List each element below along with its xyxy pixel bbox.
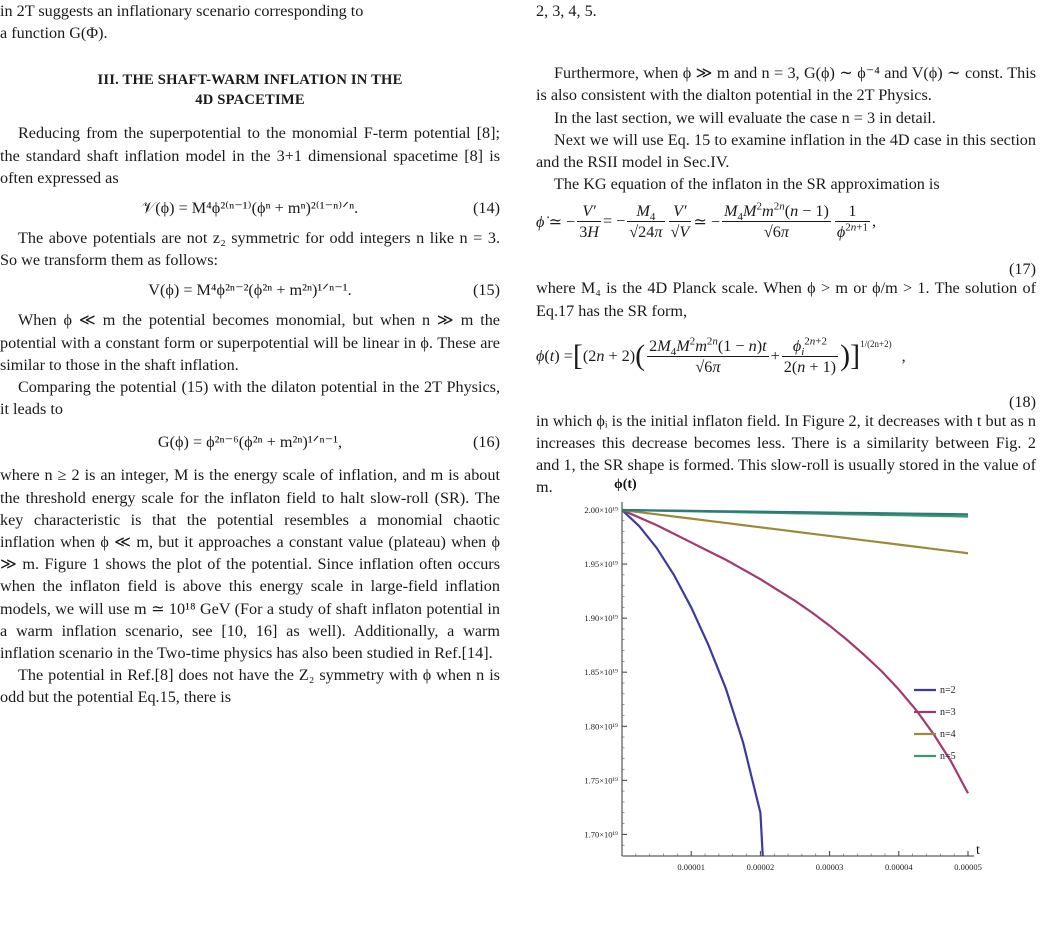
y-tick-label: 1.80×10¹⁹	[584, 721, 618, 732]
paragraph-5: where n ≥ 2 is an integer, M is the energy scale of inflation, and m is about the threshold energy scale for the inflaton field to halt slow-roll (SR). The key characteristic is that the potential resembles a monomial chaotic inflation when ϕ ≪ m, but it approaches a constant value (plateau) when ϕ ≫ m. Figure 1 shows the plot of the potential. Since inflation often occurs when the inflaton field is above this energy scale in large-field inflation models, we will use m ≃ 10¹⁸ GeV (For a study of shaft inflaton potential in a warm inflation scenario, see [10, 16] as well). Additionally, a warm inflation scenario in the Two-time physics has also been studied in Ref.[14].	[0, 466, 500, 663]
y-tick-label: 1.75×10¹⁹	[584, 775, 618, 786]
legend-label: n=3	[940, 707, 956, 718]
section-heading-line-1: III. THE SHAFT-WARM INFLATION IN THE	[97, 72, 403, 89]
legend-label: n=5	[940, 751, 956, 762]
equation-17-number: (17)	[1009, 260, 1036, 279]
equation-16	[0, 420, 500, 464]
x-tick-label: 0.00005	[954, 862, 982, 872]
right-paragraph-2: In the last section, we will evaluate the case n = 3 in detail.	[554, 108, 936, 127]
x-tick-label: 0.00001	[677, 862, 706, 872]
chart-axes	[584, 477, 982, 872]
y-tick-label: 1.95×10¹⁹	[584, 559, 618, 570]
right-paragraph-5: where M₄ is the 4D Planck scale. When ϕ > m or ϕ/m > 1. The solution of Eq.17 has the SR form,	[536, 279, 1036, 320]
section-heading	[0, 70, 500, 110]
equation-15-number: (15)	[473, 281, 500, 300]
intro-line-2: a function G(Φ).	[0, 24, 108, 43]
equation-14	[0, 189, 500, 227]
paragraph-4: Comparing the potential (15) with the dilaton potential in the 2T Physics, it leads to	[0, 378, 500, 419]
x-axis-label: t	[976, 843, 980, 858]
x-tick-label: 0.00004	[884, 862, 913, 872]
series-line-n=2	[622, 510, 764, 876]
chart-legend	[914, 685, 956, 762]
x-tick-label: 0.00003	[815, 862, 844, 872]
equation-18	[536, 322, 1036, 411]
right-paragraph-6: in which ϕᵢ is the initial inflaton field. In Figure 2, it decreases with t but as n increases this decrease becomes less. There is a similarity between Fig. 2 and 1, the SR shape is formed. This slow-roll is usually stored in the value of m.	[536, 411, 1036, 497]
paragraph-1: Reducing from the superpotential to the monomial F-term potential [8]; the standard shaft inflation model in the 3+1 dimensional spacetime [8] is often expressed as	[0, 124, 500, 187]
equation-17-body: ϕ̇ ≃ − $\frac{V'}{3H}$ = − $\frac{M_4}{√24\pi}$ $\frac{V'}{√V}$ ≃ − $\frac{M_4M^2m^{2n}(n - 1)}{√6\pi}$ $\frac{1}{\phi^{2n+1}}$ ,	[536, 201, 877, 242]
equation-16-number: (16)	[473, 433, 500, 452]
x-tick-label: 0.00002	[746, 862, 775, 872]
paragraph-6: The potential in Ref.[8] does not have the Z₂ symmetry with ϕ when n is odd but the potential Eq.15, there is	[0, 666, 500, 707]
equation-14-number: (14)	[473, 199, 500, 218]
equation-14-body: 𝒱(ϕ) = M⁴ϕ²⁽ⁿ⁻¹⁾(ϕⁿ + mⁿ)²⁽¹⁻ⁿ⁾ᐟⁿ.	[141, 199, 359, 218]
right-paragraph-4: The KG equation of the inflaton in the SR approximation is	[554, 175, 940, 194]
y-tick-label: 1.70×10¹⁹	[584, 829, 618, 840]
y-tick-label: 1.90×10¹⁹	[584, 613, 618, 624]
intro-line-1: in 2T suggests an inflationary scenario corresponding to	[0, 2, 364, 20]
y-tick-label: 2.00×10¹⁹	[584, 505, 618, 515]
equation-18-body: ϕ(t) = [ (2n + 2) ( $\frac{2M_4M^2m^{2n}(1 - n)t}{√6\pi}$ + $\frac{\phi_i^{2n+2}}{2(n + 1)}$ ) ] $^{1/(2n+2)}$ ,	[536, 335, 906, 376]
right-paragraph-3: Next we will use Eq. 15 to examine inflation in the 4D case in this section and the RSII model in Sec.IV.	[536, 130, 1036, 172]
equation-16-body: G(ϕ) = ϕ²ⁿ⁻⁶(ϕ²ⁿ + m²ⁿ)¹ᐟⁿ⁻¹,	[157, 433, 343, 452]
section-heading-line-2: 4D SPACETIME	[195, 92, 305, 109]
figure-2-chart	[536, 456, 1016, 926]
legend-label: n=2	[940, 685, 956, 696]
left-column	[0, 0, 500, 709]
equation-15	[0, 271, 500, 309]
y-axis-label: ϕ(t)	[614, 477, 637, 492]
legend-label: n=4	[940, 729, 956, 740]
equation-15-body: V(ϕ) = M⁴ϕ²ⁿ⁻²(ϕ²ⁿ + m²ⁿ)¹ᐟⁿ⁻¹.	[148, 281, 352, 300]
chart-series-lines	[622, 510, 968, 876]
right-column	[536, 0, 1036, 499]
right-top-line: 2, 3, 4, 5.	[536, 2, 597, 20]
paragraph-2: The above potentials are not z₂ symmetric for odd integers n like n = 3. So we transform them as follows:	[0, 229, 500, 270]
right-paragraph-1: Furthermore, when ϕ ≫ m and n = 3, G(ϕ) ∼ ϕ⁻⁴ and V(ϕ) ∼ const. This is also consistent with the dialton potential in the 2T Physics.	[536, 64, 1036, 105]
series-line-n=3	[622, 510, 968, 793]
paragraph-3: When ϕ ≪ m the potential becomes monomial, but when n ≫ m the potential with a constant form or superpotential will be linear in ϕ. These are similar to those in the shaft inflation.	[0, 311, 500, 374]
equation-18-number: (18)	[1009, 392, 1036, 411]
y-tick-label: 1.85×10¹⁹	[584, 667, 618, 678]
equation-17	[536, 195, 1036, 279]
